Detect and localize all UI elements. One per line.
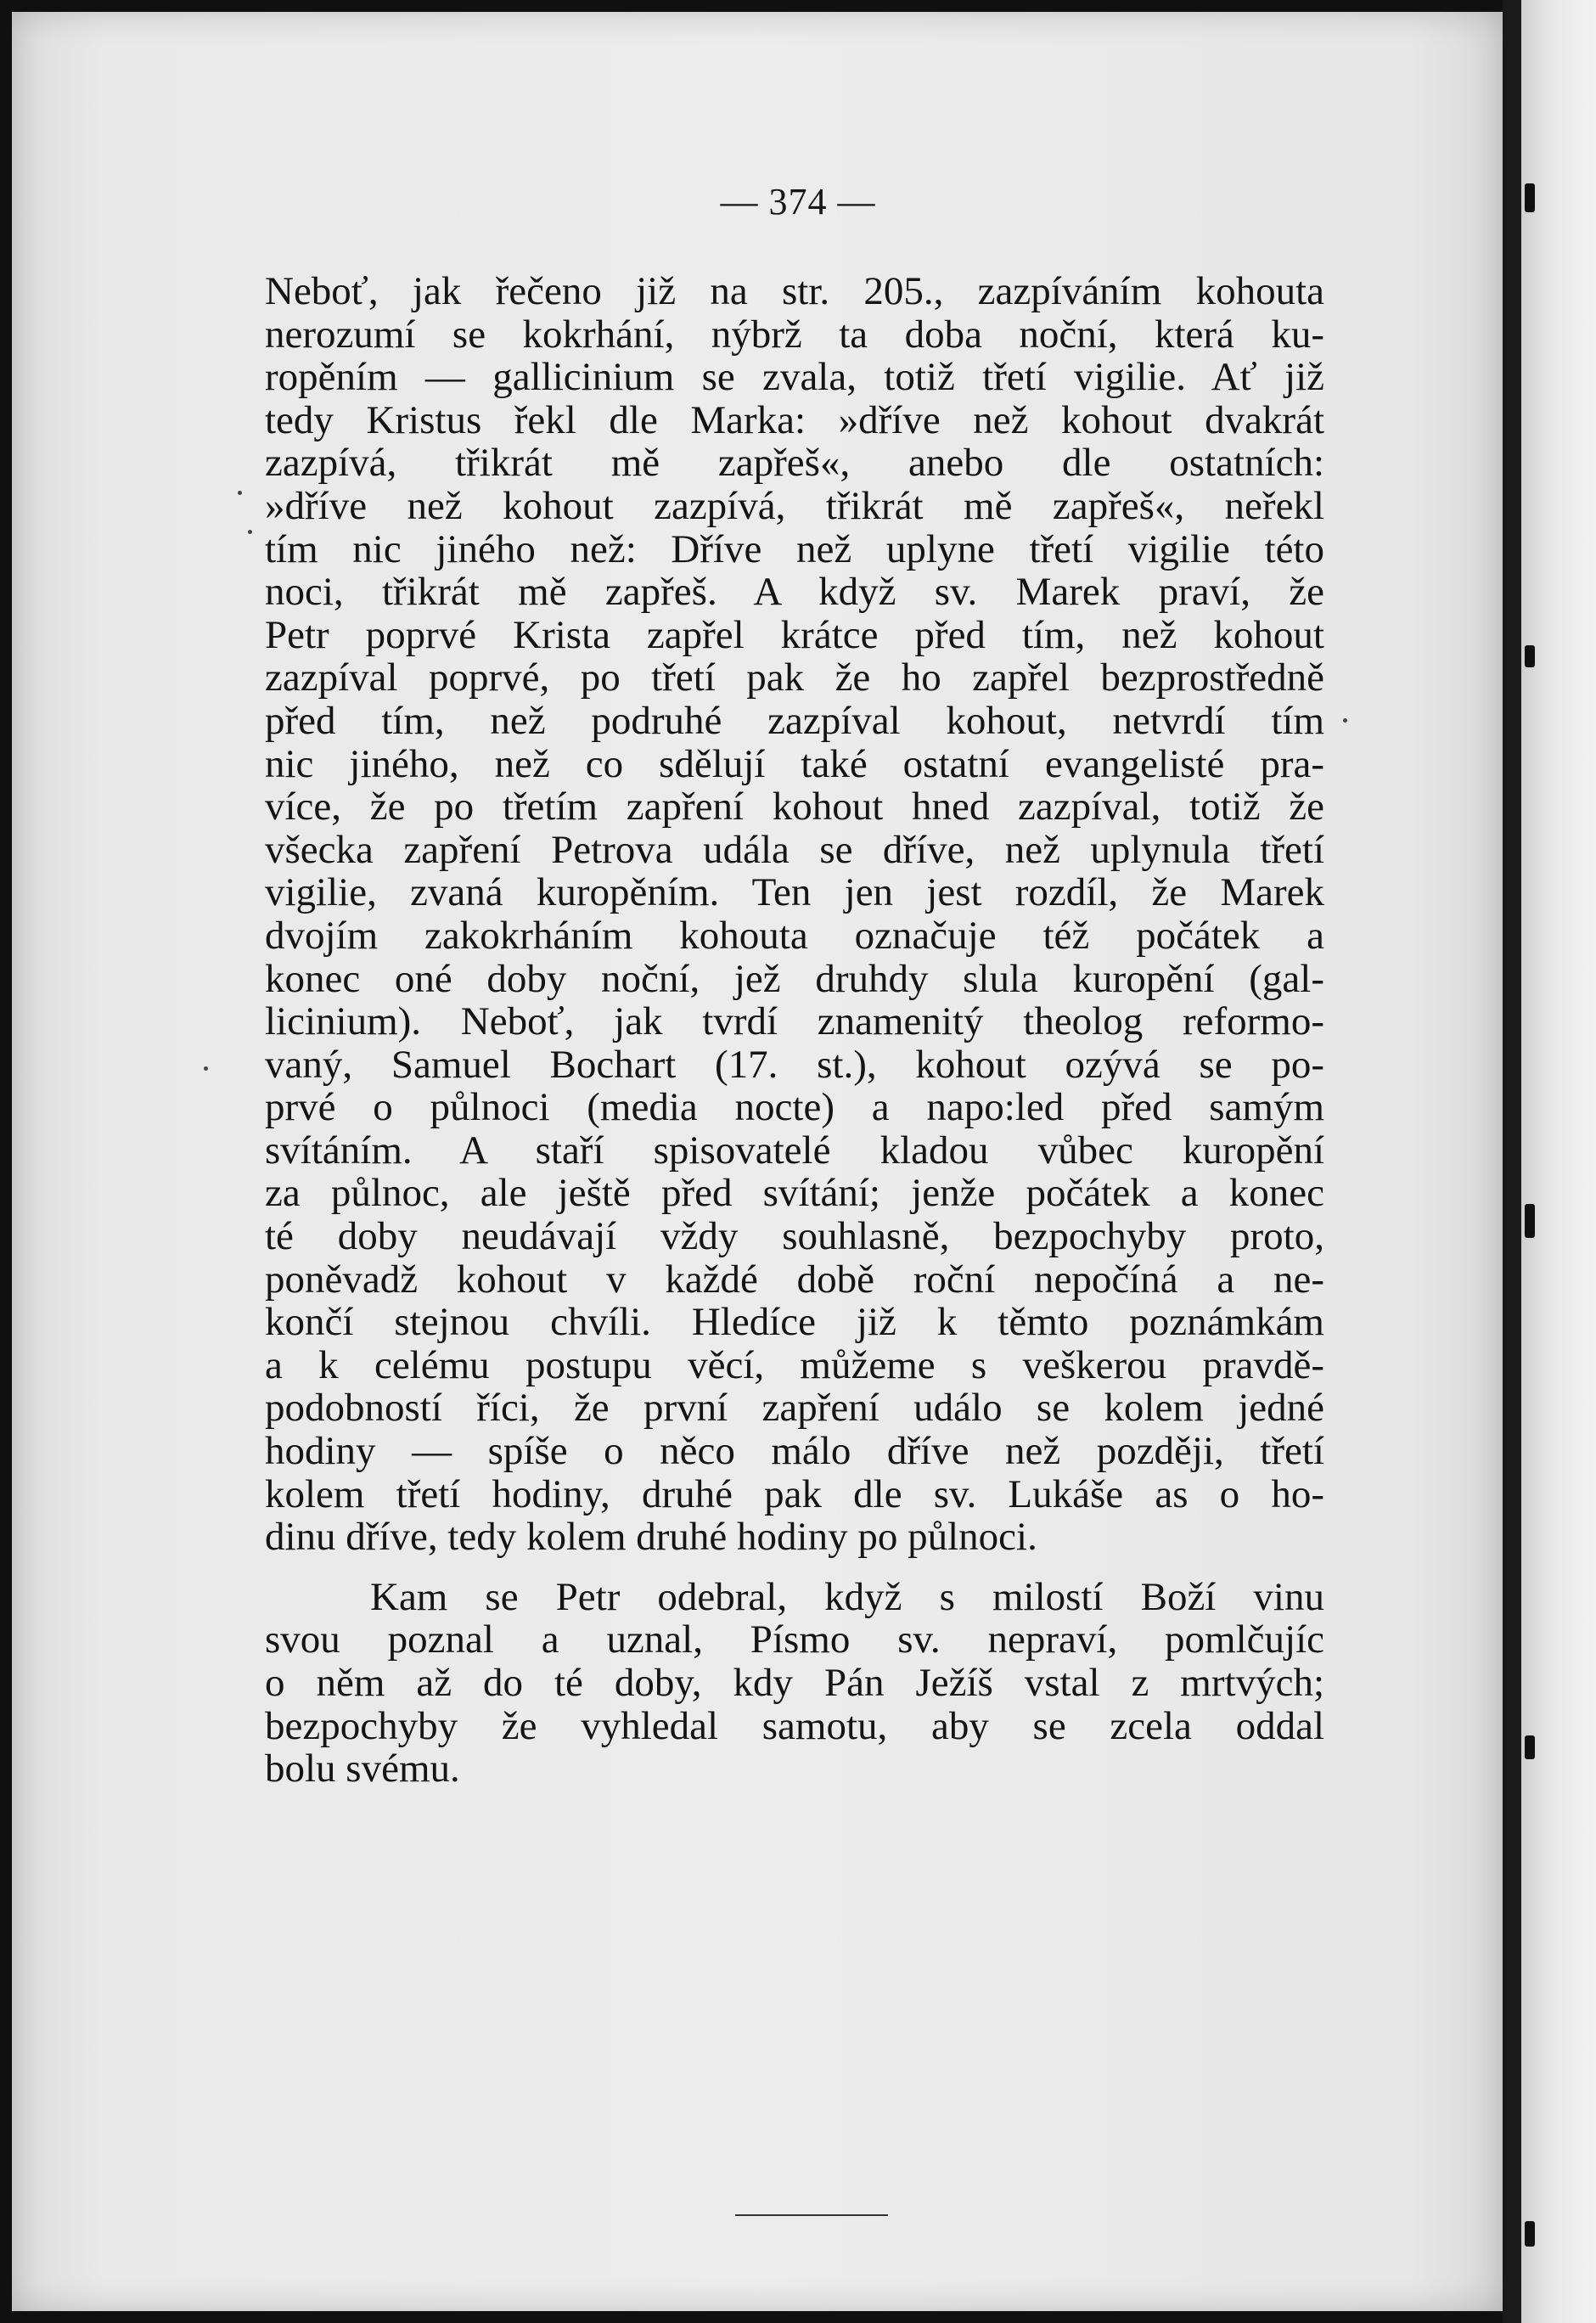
text-line: svou poznal a uznal, Písmo sv. nepraví, pomlčujíc — [265, 1617, 1324, 1662]
text-line: »dříve než kohout zazpívá, třikrát mě zapřeš«, neřekl — [265, 483, 1324, 528]
text-line: tím nic jiného než: Dříve než uplyne třetí vigilie této — [265, 526, 1324, 571]
paragraph — [265, 1576, 1324, 1791]
text-line: poněvadž kohout v každé době roční nepočíná a ne- — [265, 1257, 1324, 1302]
text-line: licinium). Neboť, jak tvrdí znamenitý theolog reformo- — [265, 999, 1324, 1044]
text-line: konec oné doby noční, jež druhdy slula kuropění (gal- — [265, 956, 1324, 1001]
text-line: vigilie, zvaná kuropěním. Ten jen jest rozdíl, že Marek — [265, 870, 1324, 915]
text-line: svítáním. A staří spisovatelé kladou vůbec kuropění — [265, 1128, 1324, 1173]
text-line: bezpochyby že vyhledal samotu, aby se zcela oddal — [265, 1703, 1324, 1748]
text-line: nic jiného, než co sdělují také ostatní evangelisté pra- — [265, 741, 1324, 786]
print-speck — [1343, 718, 1347, 723]
page-number: — 374 — — [720, 181, 876, 222]
paragraph — [265, 270, 1324, 1559]
edge-mark — [1525, 1204, 1535, 1238]
paragraph-gap — [265, 1559, 1324, 1576]
text-line: noci, třikrát mě zapřeš. A když sv. Marek praví, že — [265, 570, 1324, 615]
edge-mark — [1525, 1735, 1535, 1759]
text-line: zazpíval poprvé, po třetí pak že ho zapřel bezprostředně — [265, 655, 1324, 700]
text-line: končí stejnou chvíli. Hledíce již k těmto poznámkám — [265, 1300, 1324, 1345]
adjacent-page-edge — [1521, 0, 1596, 2323]
section-end-rule — [735, 2214, 888, 2216]
text-line: o něm až do té doby, kdy Pán Ježíš vstal z mrtvých; — [265, 1661, 1324, 1705]
text-line: dinu dříve, tedy kolem druhé hodiny po půlnoci. — [265, 1515, 1037, 1560]
text-line: bolu svému. — [265, 1746, 460, 1791]
text-line: dvojím zakokrháním kohouta označuje též počátek a — [265, 913, 1324, 958]
text-line: Neboť, jak řečeno již na str. 205., zazpíváním kohouta — [265, 269, 1324, 313]
text-line: ropěním — gallicinium se zvala, totiž třetí vigilie. Ať již — [265, 355, 1324, 400]
text-line: Kam se Petr odebral, když s milostí Boží vinu — [370, 1574, 1324, 1619]
text-line: zazpívá, třikrát mě zapřeš«, anebo dle ostatních: — [265, 441, 1324, 486]
binding-edge-shadow — [1503, 0, 1521, 2323]
print-speck — [238, 491, 242, 495]
text-line: všecka zapření Petrova udála se dříve, než uplynula třetí — [265, 827, 1324, 872]
text-line: před tím, než podruhé zazpíval kohout, netvrdí tím — [265, 698, 1324, 743]
text-line: Petr poprvé Krista zapřel krátce před tím, než kohout — [265, 612, 1324, 657]
edge-mark — [1525, 2221, 1535, 2247]
text-line: více, že po třetím zapření kohout hned zazpíval, totiž že — [265, 785, 1324, 830]
text-line: hodiny — spíše o něco málo dříve než později, třetí — [265, 1429, 1324, 1474]
text-line: kolem třetí hodiny, druhé pak dle sv. Lukáše as o ho- — [265, 1471, 1324, 1516]
text-line: nerozumí se kokrhání, nýbrž ta doba noční, která ku- — [265, 312, 1324, 357]
text-line: tedy Kristus řekl dle Marka: »dříve než kohout dvakrát — [265, 397, 1324, 442]
text-line: prvé o půlnoci (media nocte) a napo:led před samým — [265, 1085, 1324, 1130]
text-line: vaný, Samuel Bochart (17. st.), kohout ozývá se po- — [265, 1042, 1324, 1087]
edge-mark — [1525, 645, 1535, 667]
body-text — [265, 270, 1324, 1791]
print-speck — [204, 1066, 208, 1071]
text-line: za půlnoc, ale ještě před svítání; jenže počátek a konec — [265, 1171, 1324, 1216]
print-speck — [248, 530, 252, 534]
text-line: podobností říci, že první zapření událo se kolem jedné — [265, 1386, 1324, 1431]
text-line: a k celému postupu věcí, můžeme s veškerou pravdě- — [265, 1342, 1324, 1387]
text-line: té doby neudávají vždy souhlasně, bezpochyby proto, — [265, 1214, 1324, 1259]
